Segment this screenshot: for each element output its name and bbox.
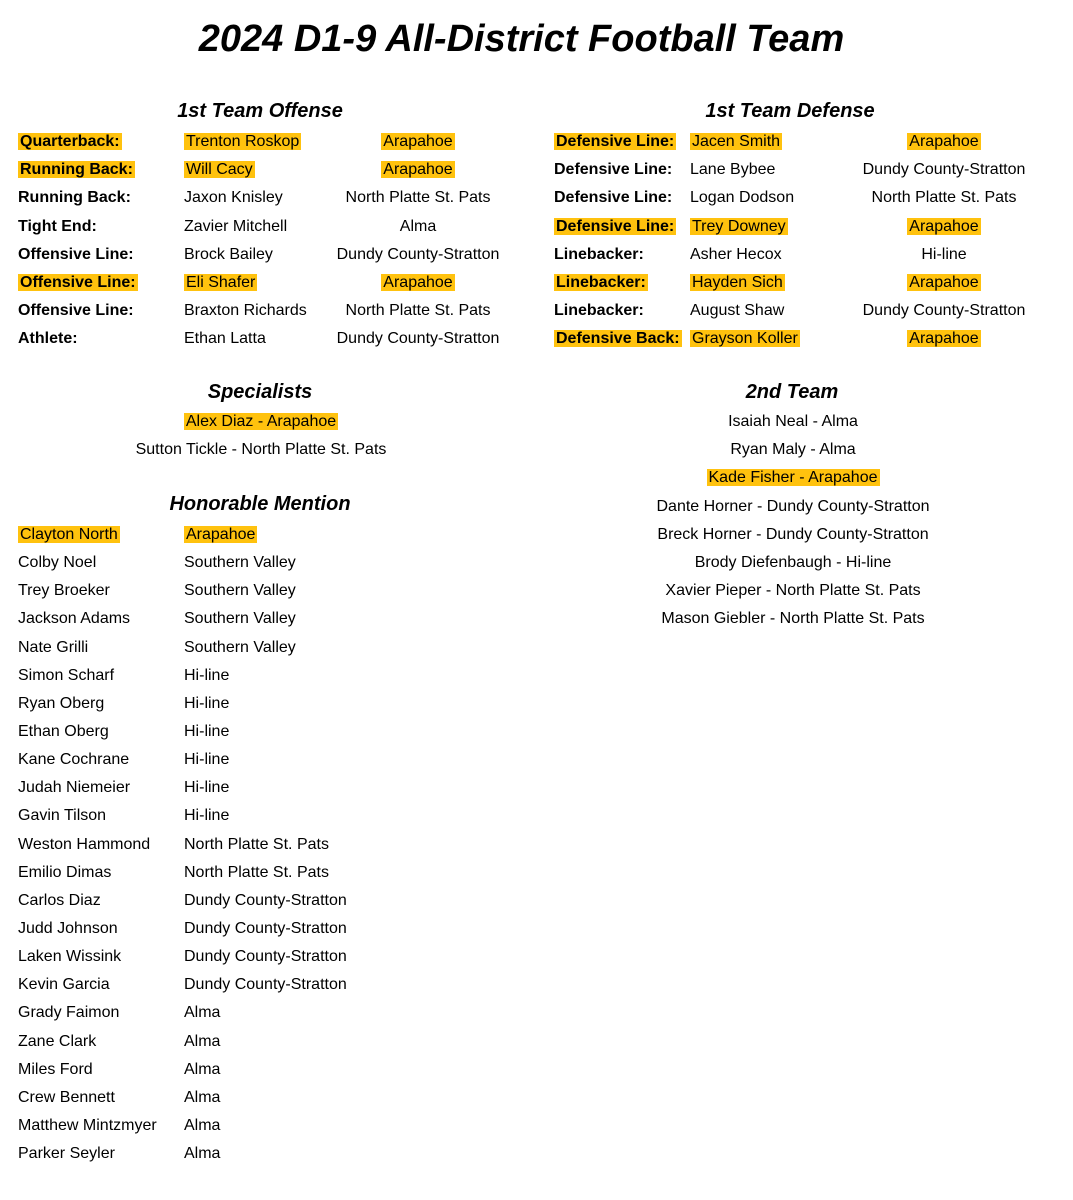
- list-item: [18, 634, 418, 662]
- school-name: Hi-line: [184, 722, 230, 740]
- school-name: Hi-line: [184, 807, 230, 825]
- player-name: Kevin Garcia: [18, 976, 110, 994]
- school-name: Dundy County-Stratton: [862, 161, 1026, 179]
- school-name: Arapahoe: [909, 273, 979, 291]
- roster-row: [554, 184, 1054, 212]
- list-item: [18, 718, 418, 746]
- roster-row: [554, 269, 1054, 297]
- list-item: [18, 1056, 418, 1084]
- player-name: Grady Faimon: [18, 1004, 120, 1022]
- roster-row: [554, 156, 1054, 184]
- list-item: [18, 577, 418, 605]
- roster-row: [554, 213, 1054, 241]
- player-name: Parker Seyler: [18, 1145, 115, 1163]
- school-name: Dundy County-Stratton: [184, 919, 347, 937]
- second-team-heading: 2nd Team: [745, 381, 839, 403]
- specialists-heading: Specialists: [207, 381, 313, 403]
- school-name: Arapahoe: [909, 330, 979, 348]
- list-item: [18, 1084, 418, 1112]
- player-name: Logan Dodson: [690, 189, 795, 207]
- position-label: Linebacker:: [554, 302, 644, 320]
- school-name: Alma: [184, 1088, 221, 1106]
- list-item: [18, 802, 418, 830]
- list-item: [18, 1028, 418, 1056]
- position-label: Defensive Back:: [556, 330, 680, 348]
- specialists-list: [110, 408, 412, 464]
- school-name: Arapahoe: [383, 133, 453, 150]
- entry-text: Xavier Pieper - North Platte St. Pats: [665, 582, 921, 600]
- list-item: [632, 577, 954, 605]
- list-item: [18, 549, 418, 577]
- position-label: Linebacker:: [556, 273, 646, 291]
- school-name: Alma: [399, 217, 437, 235]
- roster-row: [18, 213, 518, 241]
- player-name: Trey Downey: [692, 217, 786, 235]
- player-name: Colby Noel: [18, 554, 97, 572]
- position-label: Tight End:: [18, 217, 97, 235]
- list-item: [632, 549, 954, 577]
- roster-row: [18, 156, 518, 184]
- offense-heading: 1st Team Offense: [177, 100, 343, 122]
- position-label: Running Back:: [18, 189, 131, 207]
- player-name: Eli Shafer: [186, 273, 256, 291]
- player-name: Jackson Adams: [18, 610, 131, 628]
- player-name: Laken Wissink: [18, 948, 122, 966]
- entry-text: Ryan Maly - Alma: [730, 441, 856, 459]
- player-name: Clayton North: [20, 526, 118, 543]
- school-name: Southern Valley: [184, 582, 296, 600]
- list-item: [18, 915, 418, 943]
- school-name: Southern Valley: [184, 638, 296, 656]
- offense-roster: [18, 128, 518, 354]
- position-label: Defensive Line:: [554, 161, 673, 179]
- list-item: [18, 943, 418, 971]
- player-name: Hayden Sich: [692, 273, 783, 291]
- school-name: Hi-line: [184, 666, 230, 684]
- entry-text: Kade Fisher - Arapahoe: [708, 469, 878, 487]
- honorable-mention-list: [18, 521, 418, 1168]
- entry-text: Alex Diaz - Arapahoe: [185, 413, 337, 430]
- player-name: Zane Clark: [18, 1032, 97, 1050]
- player-name: Miles Ford: [18, 1060, 93, 1078]
- position-label: Running Back:: [20, 161, 133, 179]
- player-name: Nate Grilli: [18, 638, 89, 656]
- school-name: Alma: [184, 1004, 221, 1022]
- school-name: Alma: [184, 1116, 221, 1134]
- position-label: Offensive Line:: [18, 302, 134, 320]
- player-name: Lane Bybee: [690, 161, 776, 179]
- roster-row: [18, 241, 518, 269]
- school-name: Hi-line: [184, 694, 230, 712]
- school-name: Arapahoe: [909, 133, 979, 150]
- list-item: [18, 521, 418, 549]
- roster-row: [554, 128, 1054, 156]
- school-name: North Platte St. Pats: [184, 835, 329, 853]
- school-name: Dundy County-Stratton: [184, 948, 347, 966]
- player-name: Judah Niemeier: [18, 779, 131, 797]
- player-name: Crew Bennett: [18, 1088, 115, 1106]
- school-name: Hi-line: [921, 245, 967, 263]
- player-name: Judd Johnson: [18, 919, 118, 937]
- second-team-list: [632, 408, 954, 634]
- position-label: Offensive Line:: [18, 245, 134, 263]
- school-name: Alma: [184, 1060, 221, 1078]
- position-label: Defensive Line:: [554, 189, 673, 207]
- list-item: [18, 999, 418, 1027]
- school-name: Dundy County-Stratton: [336, 330, 500, 348]
- player-name: Brock Bailey: [184, 245, 273, 263]
- roster-row: [554, 241, 1054, 269]
- player-name: Trenton Roskop: [186, 133, 300, 150]
- honorable-mention-heading: Honorable Mention: [169, 493, 351, 515]
- list-item: [18, 746, 418, 774]
- position-label: Defensive Line:: [556, 133, 675, 150]
- school-name: Arapahoe: [383, 273, 453, 291]
- school-name: North Platte St. Pats: [345, 302, 491, 320]
- school-name: Alma: [184, 1145, 221, 1163]
- list-item: [18, 887, 418, 915]
- list-item: [110, 436, 412, 464]
- school-name: Arapahoe: [909, 217, 979, 235]
- position-label: Quarterback:: [20, 133, 120, 150]
- roster-row: [18, 184, 518, 212]
- school-name: Hi-line: [184, 779, 230, 797]
- entry-text: Mason Giebler - North Platte St. Pats: [661, 610, 925, 628]
- list-item: [632, 436, 954, 464]
- position-label: Offensive Line:: [20, 273, 136, 291]
- player-name: Ethan Oberg: [18, 722, 109, 740]
- list-item: [18, 690, 418, 718]
- school-name: Arapahoe: [383, 161, 453, 179]
- roster-row: [18, 297, 518, 325]
- list-item: [632, 464, 954, 492]
- list-item: [18, 1112, 418, 1140]
- school-name: Hi-line: [184, 751, 230, 769]
- position-label: Athlete:: [18, 330, 78, 348]
- list-item: [632, 408, 954, 436]
- player-name: Weston Hammond: [18, 835, 151, 853]
- player-name: Zavier Mitchell: [184, 217, 288, 235]
- player-name: Kane Cochrane: [18, 751, 130, 769]
- list-item: [18, 662, 418, 690]
- player-name: August Shaw: [690, 302, 785, 320]
- list-item: [18, 971, 418, 999]
- player-name: Braxton Richards: [184, 302, 307, 320]
- player-name: Asher Hecox: [690, 245, 782, 263]
- list-item: [18, 831, 418, 859]
- player-name: Will Cacy: [186, 161, 253, 179]
- school-name: Dundy County-Stratton: [184, 891, 347, 909]
- school-name: Dundy County-Stratton: [862, 302, 1026, 320]
- school-name: Southern Valley: [184, 610, 296, 628]
- entry-text: Breck Horner - Dundy County-Stratton: [657, 525, 929, 543]
- position-label: Defensive Line:: [556, 217, 675, 235]
- defense-heading: 1st Team Defense: [705, 100, 875, 122]
- roster-row: [18, 269, 518, 297]
- school-name: Dundy County-Stratton: [184, 976, 347, 994]
- entry-text: Brody Diefenbaugh - Hi-line: [694, 553, 892, 571]
- list-item: [632, 493, 954, 521]
- player-name: Jaxon Knisley: [184, 189, 283, 207]
- entry-text: Isaiah Neal - Alma: [728, 413, 858, 430]
- list-item: [632, 605, 954, 633]
- player-name: Gavin Tilson: [18, 807, 107, 825]
- list-item: [18, 605, 418, 633]
- player-name: Carlos Diaz: [18, 891, 101, 909]
- roster-row: [554, 297, 1054, 325]
- school-name: North Platte St. Pats: [871, 189, 1017, 207]
- roster-row: [18, 325, 518, 353]
- player-name: Trey Broeker: [18, 582, 110, 600]
- list-item: [18, 774, 418, 802]
- player-name: Grayson Koller: [692, 330, 798, 348]
- school-name: Dundy County-Stratton: [336, 245, 500, 263]
- school-name: North Platte St. Pats: [184, 863, 329, 881]
- player-name: Ryan Oberg: [18, 694, 105, 712]
- school-name: North Platte St. Pats: [345, 189, 491, 207]
- defense-roster: [554, 128, 1054, 354]
- player-name: Simon Scharf: [18, 666, 115, 684]
- player-name: Emilio Dimas: [18, 863, 112, 881]
- list-item: [18, 859, 418, 887]
- player-name: Ethan Latta: [184, 330, 266, 348]
- school-name: Southern Valley: [184, 554, 296, 572]
- list-item: [110, 408, 412, 436]
- school-name: Alma: [184, 1032, 221, 1050]
- roster-row: [18, 128, 518, 156]
- entry-text: Dante Horner - Dundy County-Stratton: [656, 497, 930, 515]
- entry-text: Sutton Tickle - North Platte St. Pats: [135, 441, 387, 459]
- roster-row: [554, 325, 1054, 353]
- player-name: Jacen Smith: [692, 133, 781, 150]
- player-name: Matthew Mintzmyer: [18, 1116, 157, 1134]
- position-label: Linebacker:: [554, 245, 644, 263]
- list-item: [18, 1140, 418, 1168]
- page-title: 2024 D1-9 All-District Football Team: [198, 18, 845, 60]
- list-item: [632, 521, 954, 549]
- school-name: Arapahoe: [186, 526, 256, 543]
